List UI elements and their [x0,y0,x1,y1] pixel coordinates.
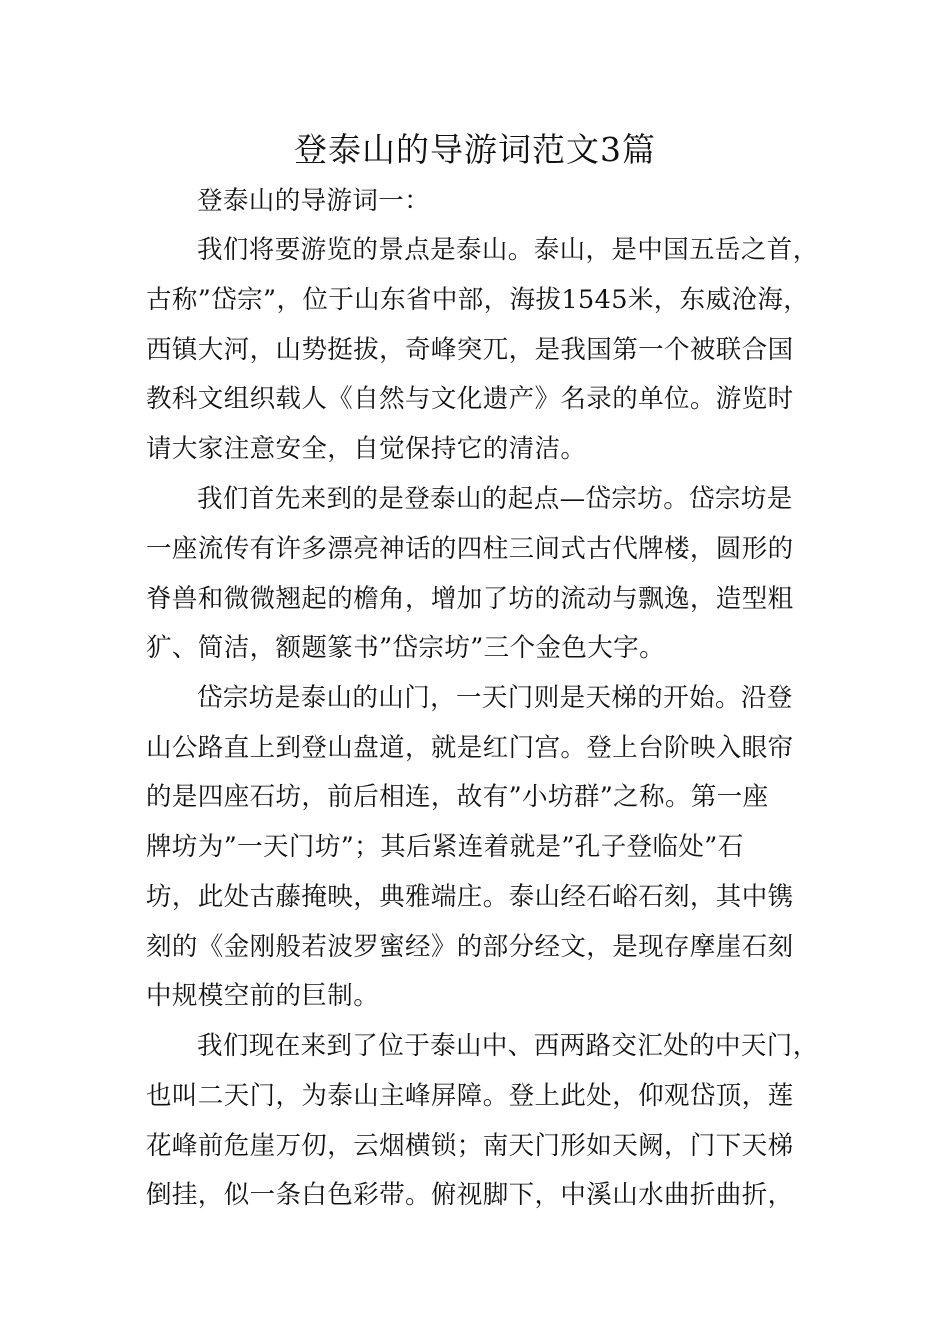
paragraph-line: 也叫二天门，为泰山主峰屏障。登上此处，仰观岱顶，莲 [146,1081,794,1111]
paragraph-line: 古称”岱宗”，位于山东省中部，海拔1545米，东威沧海， [146,285,810,315]
paragraph-line: 我们将要游览的景点是泰山。泰山，是中国五岳之首， [197,235,819,265]
paragraph-line: 岱宗坊是泰山的山门，一天门则是天梯的开始。沿登 [197,683,793,713]
paragraph-line: 倒挂，似一条白色彩带。俯视脚下，中溪山水曲折曲折， [146,1180,794,1210]
paragraph-line: 西镇大河，山势挺拔，奇峰突兀，是我国第一个被联合国 [146,335,794,365]
paragraph-line: 我们首先来到的是登泰山的起点—岱宗坊。岱宗坊是 [197,484,793,514]
paragraph-line: 刻的《金刚般若波罗蜜经》的部分经文，是现存摩崖石刻 [146,932,794,962]
paragraph-line: 请大家注意安全，自觉保持它的清洁。 [146,434,587,464]
paragraph-line: 教科文组织载人《自然与文化遗产》名录的单位。游览时 [146,384,794,414]
paragraph-line: 犷、简洁，额题篆书”岱宗坊”三个金色大字。 [146,633,665,663]
paragraph-line: 的是四座石坊，前后相连，故有”小坊群”之称。第一座 [146,782,769,812]
paragraph-line: 山公路直上到登山盘道，就是红门宫。登上台阶映入眼帘 [146,733,794,763]
paragraph-line: 坊，此处古藤掩映，典雅端庄。泰山经石峪石刻，其中镌 [146,882,794,912]
paragraph-line: 脊兽和微微翘起的檐角，增加了坊的流动与飘逸，造型粗 [146,584,794,614]
paragraph-line: 中规模空前的巨制。 [146,981,380,1011]
paragraph-line: 牌坊为”一天门坊”；其后紧连着就是”孔子登临处”石 [146,832,744,862]
section-heading: 登泰山的导游词一： [197,186,431,216]
paragraph-line: 花峰前危崖万仞，云烟横锁；南天门形如天阙，门下天梯 [146,1131,794,1161]
document-title: 登泰山的导游词范文3篇 [294,130,656,169]
paragraph-line: 一座流传有许多漂亮神话的四柱三间式古代牌楼，圆形的 [146,534,794,564]
paragraph-line: 我们现在来到了位于泰山中、西两路交汇处的中天门， [197,1031,819,1061]
